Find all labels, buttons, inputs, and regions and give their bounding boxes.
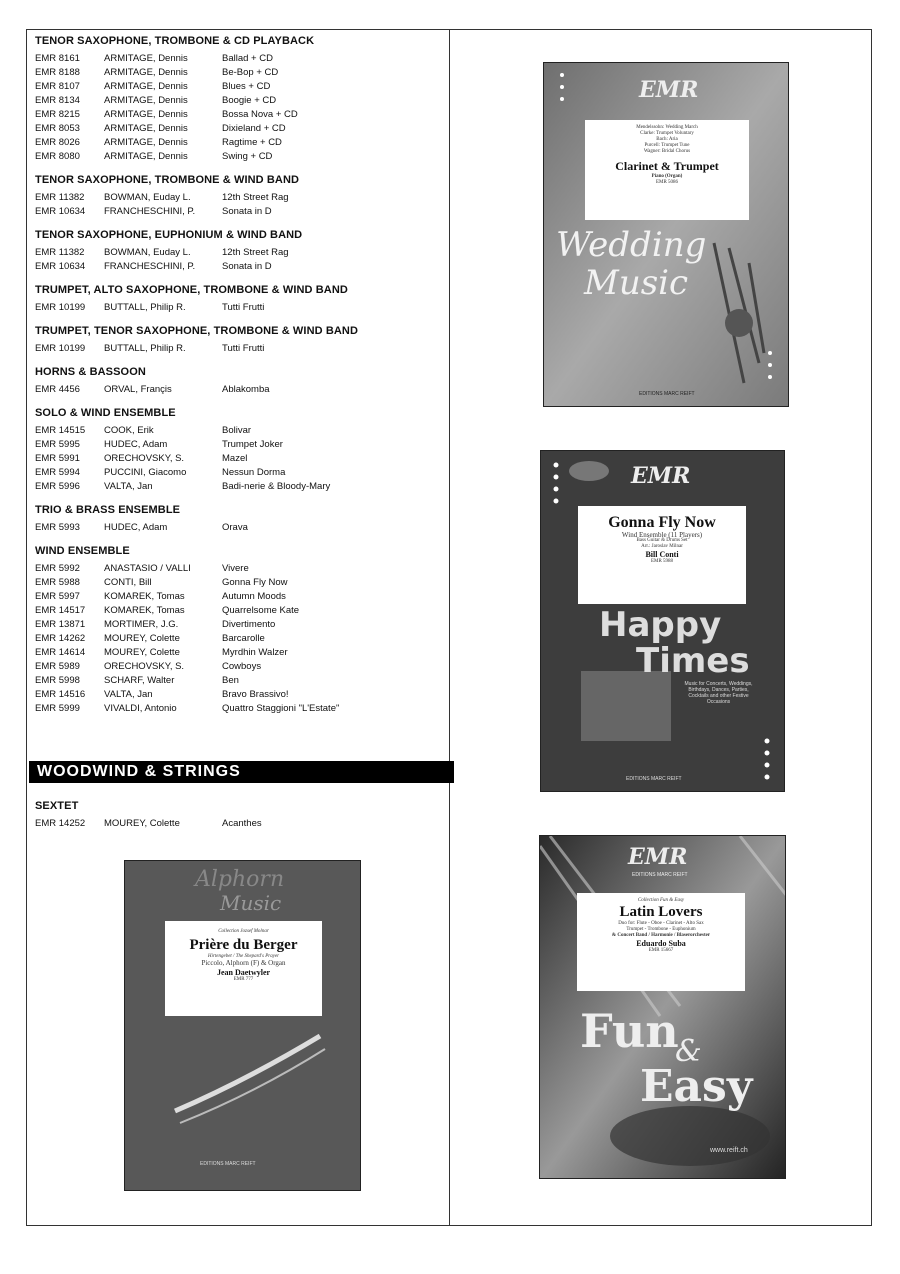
composer: ARMITAGE, Dennis [104,67,188,78]
composer: MORTIMER, J.G. [104,619,179,630]
book-title: Gonna Fly Now [608,514,716,531]
catalog-row [35,452,445,466]
catalog-left-column [35,35,445,726]
catalog-row [35,576,445,590]
label-line: Wagner: Bridal Chorus [643,149,691,154]
catalog-number: EMR 5997 [35,591,80,602]
cover-label [165,921,322,1016]
work-title: Blues + CD [222,81,271,92]
composer: VALTA, Jan [104,689,153,700]
composer: ARMITAGE, Dennis [104,95,188,106]
work-title: 12th Street Rag [222,247,289,258]
catalog-number: EMR 5991 [35,453,80,464]
book-code: EMR 5086 [655,180,679,185]
composer: MOUREY, Colette [104,647,180,658]
catalog-row [35,590,445,604]
work-title: Tutti Frutti [222,343,265,354]
book-title: Latin Lovers [619,904,703,920]
catalog-section [35,366,445,397]
catalog-row [35,52,445,66]
catalog-number: EMR 14252 [35,818,86,829]
catalog-row [35,674,445,688]
cover-footer: EDITIONS MARC REIFT [200,1161,256,1167]
catalog-number: EMR 14515 [35,425,86,436]
catalog-number: EMR 8161 [35,53,80,64]
catalog-number: EMR 14262 [35,633,86,644]
composer: ARMITAGE, Dennis [104,123,188,134]
catalog-row [35,246,445,260]
catalog-section [35,229,445,274]
catalog-row [35,205,445,219]
work-title: Mazel [222,453,248,464]
work-title: Badi-nerie & Bloody-Mary [222,481,331,492]
catalog-row [35,150,445,164]
composer: ANASTASIO / VALLI [104,563,191,574]
catalog-section [35,545,445,716]
catalog-section [35,174,445,219]
catalog-row [35,702,445,716]
catalog-number: EMR 11382 [35,192,85,203]
catalog-number: EMR 5988 [35,577,80,588]
publisher-logo: EMR [628,844,688,870]
composer: ORECHOVSKY, S. [104,661,185,672]
catalog-number: EMR 8107 [35,81,80,92]
work-title: Bravo Brassivo! [222,689,289,700]
cover-big-text: Happy [599,605,722,645]
work-title: Nessun Dorma [222,467,286,478]
catalog-row [35,424,445,438]
collection-name: Collection Jozsef Molnar [218,929,269,934]
composer: ARMITAGE, Dennis [104,53,188,64]
publisher-logo: EMR [631,463,691,489]
label-line: Bach: Aria [656,137,678,142]
work-title: Ragtime + CD [222,137,282,148]
work-title: Quarrelsome Kate [222,605,300,616]
work-title: Tutti Frutti [222,302,265,313]
publisher-logo: EMR [639,77,699,103]
work-title: 12th Street Rag [222,192,289,203]
catalog-number: EMR 5993 [35,522,80,533]
catalog-row [35,108,445,122]
publisher-logo: Alphorn [195,867,285,892]
catalog-number: EMR 11382 [35,247,85,258]
composer: KOMAREK, Tomas [104,591,185,602]
cover-label [577,893,745,991]
section-title: TRUMPET, TENOR SAXOPHONE, TROMBONE & WIND BAND [35,325,358,337]
cover-big-text: Times [636,641,750,681]
composer: CONTI, Bill [104,577,152,588]
work-title: Ablakomba [222,384,270,395]
section-title: WIND ENSEMBLE [35,545,130,557]
cover-footer: EDITIONS MARC REIFT [626,776,682,782]
cover-label [585,120,749,220]
catalog-row [35,438,445,452]
book-subtitle: Wind Ensemble (11 Players) [621,531,703,539]
catalog-section [35,407,445,494]
catalog-number: EMR 5998 [35,675,80,686]
book-arranger: Arr.: Jaroslav Milnar [641,544,683,549]
catalog-number: EMR 5989 [35,661,80,672]
catalog-section [35,325,445,356]
sextet-section [35,800,445,831]
catalog-row [35,618,445,632]
work-title: Dixieland + CD [222,123,286,134]
catalog-number: EMR 5992 [35,563,80,574]
composer: BOWMAN, Euday L. [104,247,191,258]
composer: BOWMAN, Euday L. [104,192,191,203]
section-title: SEXTET [35,800,79,812]
catalog-number: EMR 8026 [35,137,80,148]
catalog-number: EMR 5996 [35,481,80,492]
book-composer: Bill Conti [645,550,679,559]
label-line: Clarke: Trumpet Voluntary [640,131,694,136]
cover-big-text: Easy [640,1061,753,1112]
composer: BUTTALL, Philip R. [104,302,186,313]
work-title: Trumpet Joker [222,439,283,450]
catalog-number: EMR 14517 [35,605,86,616]
composer: FRANCHESCHINI, P. [104,206,196,217]
cover-latin-lovers[interactable] [539,835,786,1179]
section-title: TRIO & BRASS ENSEMBLE [35,504,181,516]
catalog-row [35,260,445,274]
cover-footer: www.reift.ch [710,1147,748,1154]
catalog-section [35,504,445,535]
catalog-number: EMR 10199 [35,343,86,354]
section-title: TRUMPET, ALTO SAXOPHONE, TROMBONE & WIND BAND [35,284,348,296]
catalog-row [35,66,445,80]
book-instrumentation: Piccolo, Alphorn (F) & Organ [201,959,286,967]
cover-blurb: Music for Concerts, Weddings, Birthdays, Dances, Parties, Cocktails and other Festive Occasions [684,681,753,705]
book-title: Prière du Berger [189,937,298,953]
catalog-row [35,688,445,702]
composer: MOUREY, Colette [104,633,180,644]
catalog-number: EMR 14516 [35,689,86,700]
work-title: Sonata in D [222,206,272,217]
catalog-number: EMR 14614 [35,647,86,658]
work-title: Divertimento [222,619,276,630]
work-title: Ballad + CD [222,53,273,64]
book-code: EMR 15667 [648,948,674,953]
composer: ORECHOVSKY, S. [104,453,185,464]
catalog-row [35,342,445,356]
composer: ARMITAGE, Dennis [104,81,188,92]
work-title: Bolivar [222,425,252,436]
section-title: HORNS & BASSOON [35,366,146,378]
composer: ORVAL, Françis [104,384,172,395]
work-title: Be-Bop + CD [222,67,279,78]
catalog-number: EMR 5994 [35,467,80,478]
label-line: Trumpet - Trombone - Euphonium [626,927,696,932]
composer: FRANCHESCHINI, P. [104,261,196,272]
composer: KOMAREK, Tomas [104,605,185,616]
book-title: Clarinet & Trumpet [615,159,719,173]
label-line: & Concert Band / Harmonie / Blaserorchester [611,933,711,938]
catalog-row [35,521,445,535]
catalog-row [35,301,445,315]
section-title: TENOR SAXOPHONE, TROMBONE & CD PLAYBACK [35,35,315,47]
composer: SCHARF, Walter [104,675,175,686]
work-title: Orava [222,522,248,533]
catalog-section [35,284,445,315]
label-line: Purcell: Trumpet Tune [644,143,690,148]
catalog-row [35,660,445,674]
work-title: Autumn Moods [222,591,286,602]
cover-big-text: Wedding [556,225,707,265]
catalog-row [35,562,445,576]
composer: HUDEC, Adam [104,439,168,450]
catalog-row [35,466,445,480]
catalog-number: EMR 8134 [35,95,80,106]
catalog-number: EMR 10634 [35,261,86,272]
work-title: Swing + CD [222,151,273,162]
catalog-number: EMR 10199 [35,302,86,313]
book-code: EMR 5988 [650,559,674,564]
work-title: Bossa Nova + CD [222,109,298,120]
composer: HUDEC, Adam [104,522,168,533]
work-title: Quattro Staggioni "L'Estate" [222,703,340,714]
catalog-number: EMR 13871 [35,619,86,630]
composer: PUCCINI, Giacomo [104,467,187,478]
cover-wedding-music[interactable] [543,62,789,407]
catalog-row [35,383,445,397]
column-divider [449,29,450,1226]
work-title: Ben [222,675,239,686]
section-title: TENOR SAXOPHONE, EUPHONIUM & WIND BAND [35,229,303,241]
book-subtitle: Hirtengebet / The Shepard's Prayer [207,954,280,959]
collection-name: Collection Fun & Easy [637,898,685,903]
catalog-row [35,480,445,494]
label-line: Mendelssohn: Wedding March [636,125,698,130]
catalog-number: EMR 8080 [35,151,80,162]
composer: MOUREY, Colette [104,818,180,829]
label-line: Duo for: Flute - Oboe - Clarinet - Alto Sax [618,921,704,926]
catalog-number: EMR 5999 [35,703,80,714]
book-subtitle: Bass Guitar & Drums Set [636,538,688,543]
composer: VIVALDI, Antonio [104,703,177,714]
catalog-row [35,604,445,618]
catalog-number: EMR 4456 [35,384,80,395]
catalog-row [35,632,445,646]
composer: COOK, Erik [104,425,154,436]
work-title: Acanthes [222,818,262,829]
cover-label [578,506,746,604]
work-title: Cowboys [222,661,262,672]
composer: ARMITAGE, Dennis [104,151,188,162]
catalog-number: EMR 10634 [35,206,86,217]
book-composer: Jean Daetwyler [216,968,271,977]
cover-big-text: & [675,1034,702,1069]
catalog-number: EMR 8053 [35,123,80,134]
work-title: Sonata in D [222,261,272,272]
section-title: TENOR SAXOPHONE, TROMBONE & WIND BAND [35,174,300,186]
catalog-row [35,817,445,831]
publisher-logo: Music [220,891,282,915]
catalog-number: EMR 5995 [35,439,80,450]
work-title: Barcarolle [222,633,265,644]
composer: ARMITAGE, Dennis [104,109,188,120]
catalog-row [35,94,445,108]
catalog-row [35,136,445,150]
catalog-number: EMR 8188 [35,67,80,78]
book-composer: Eduardo Suba [636,939,686,948]
catalog-section [35,35,445,164]
work-title: Boogie + CD [222,95,277,106]
catalog-row [35,80,445,94]
work-title: Gonna Fly Now [222,577,288,588]
catalog-row [35,122,445,136]
section-title: SOLO & WIND ENSEMBLE [35,407,176,419]
catalog-number: EMR 8215 [35,109,80,120]
book-subtitle: Piano (Organ) [651,174,683,179]
publisher-name: EDITIONS MARC REIFT [632,872,688,878]
cover-priere-du-berger[interactable] [124,860,361,1191]
cover-gonna-fly-now[interactable] [540,450,785,792]
work-title: Vivere [222,563,249,574]
section-banner: WOODWIND & STRINGS [29,761,454,783]
cover-big-text: Music [584,263,689,303]
composer: ARMITAGE, Dennis [104,137,188,148]
composer: BUTTALL, Philip R. [104,343,186,354]
catalog-row [35,191,445,205]
book-code: EMR 777 [233,977,254,982]
catalog-row [35,646,445,660]
cover-big-text: Fun [580,1004,679,1058]
composer: VALTA, Jan [104,481,153,492]
work-title: Myrdhin Walzer [222,647,288,658]
cover-footer: EDITIONS MARC REIFT [639,391,695,397]
